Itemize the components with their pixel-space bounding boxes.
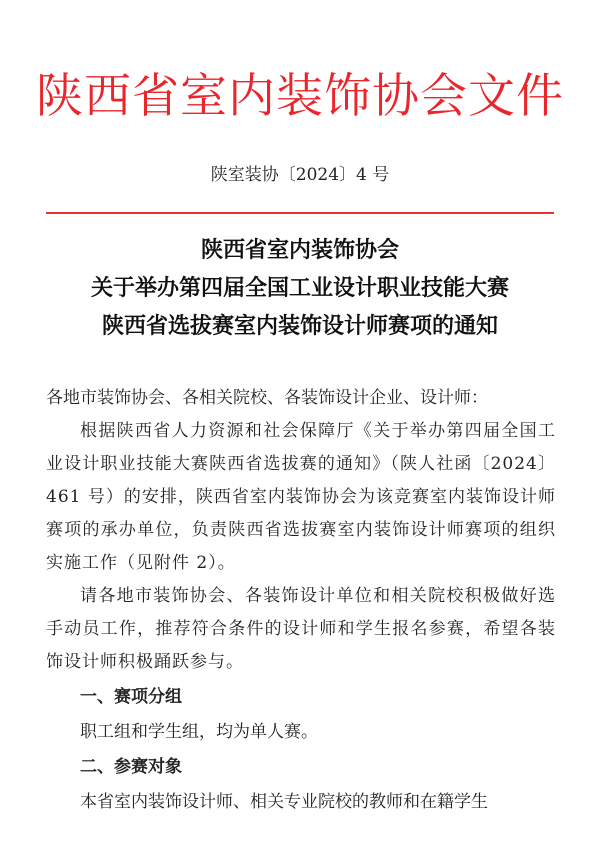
section-text-1: 职工组和学生组，均为单人赛。 xyxy=(80,722,318,742)
notice-title xyxy=(0,232,600,346)
document-number: 陕室装协〔2024〕4 号 xyxy=(210,165,390,185)
section-text-2: 本省室内装饰设计师、相关专业院校的教师和在籍学生 xyxy=(80,792,488,812)
title-line-1: 陕西省室内装饰协会 xyxy=(200,238,399,263)
section-heading-2: 二、参赛对象 xyxy=(80,757,182,777)
section-heading-1: 一、赛项分组 xyxy=(80,687,182,707)
body-paragraph-1: 根据陕西省人力资源和社会保障厅《关于举办第四届全国工业设计职业技能大赛陕西省选拔赛的通知》（陕人社函〔2024〕461 号）的安排，陕西省室内装饰协会为该竞赛室内装饰设计师赛项的承办单位，负责陕西省选拔赛室内装饰设计师赛项的组织实施工作（见附件 2）。 xyxy=(46,421,556,573)
body-paragraph-2: 请各地市装饰协会、各装饰设计单位和相关院校积极做好选手动员工作，推荐符合条件的设计师和学生报名参赛，希望各装饰设计师积极踊跃参与。 xyxy=(46,586,556,672)
title-line-2: 关于举办第四届全国工业设计职业技能大赛 xyxy=(90,276,509,301)
document-body xyxy=(46,382,556,819)
salutation: 各地市装饰协会、各相关院校、各装饰设计企业、设计师： xyxy=(46,388,488,408)
title-line-3: 陕西省选拔赛室内装饰设计师赛项的通知 xyxy=(101,314,498,339)
red-divider-line xyxy=(46,212,554,214)
organization-header: 陕西省室内装饰协会文件 xyxy=(36,69,564,124)
